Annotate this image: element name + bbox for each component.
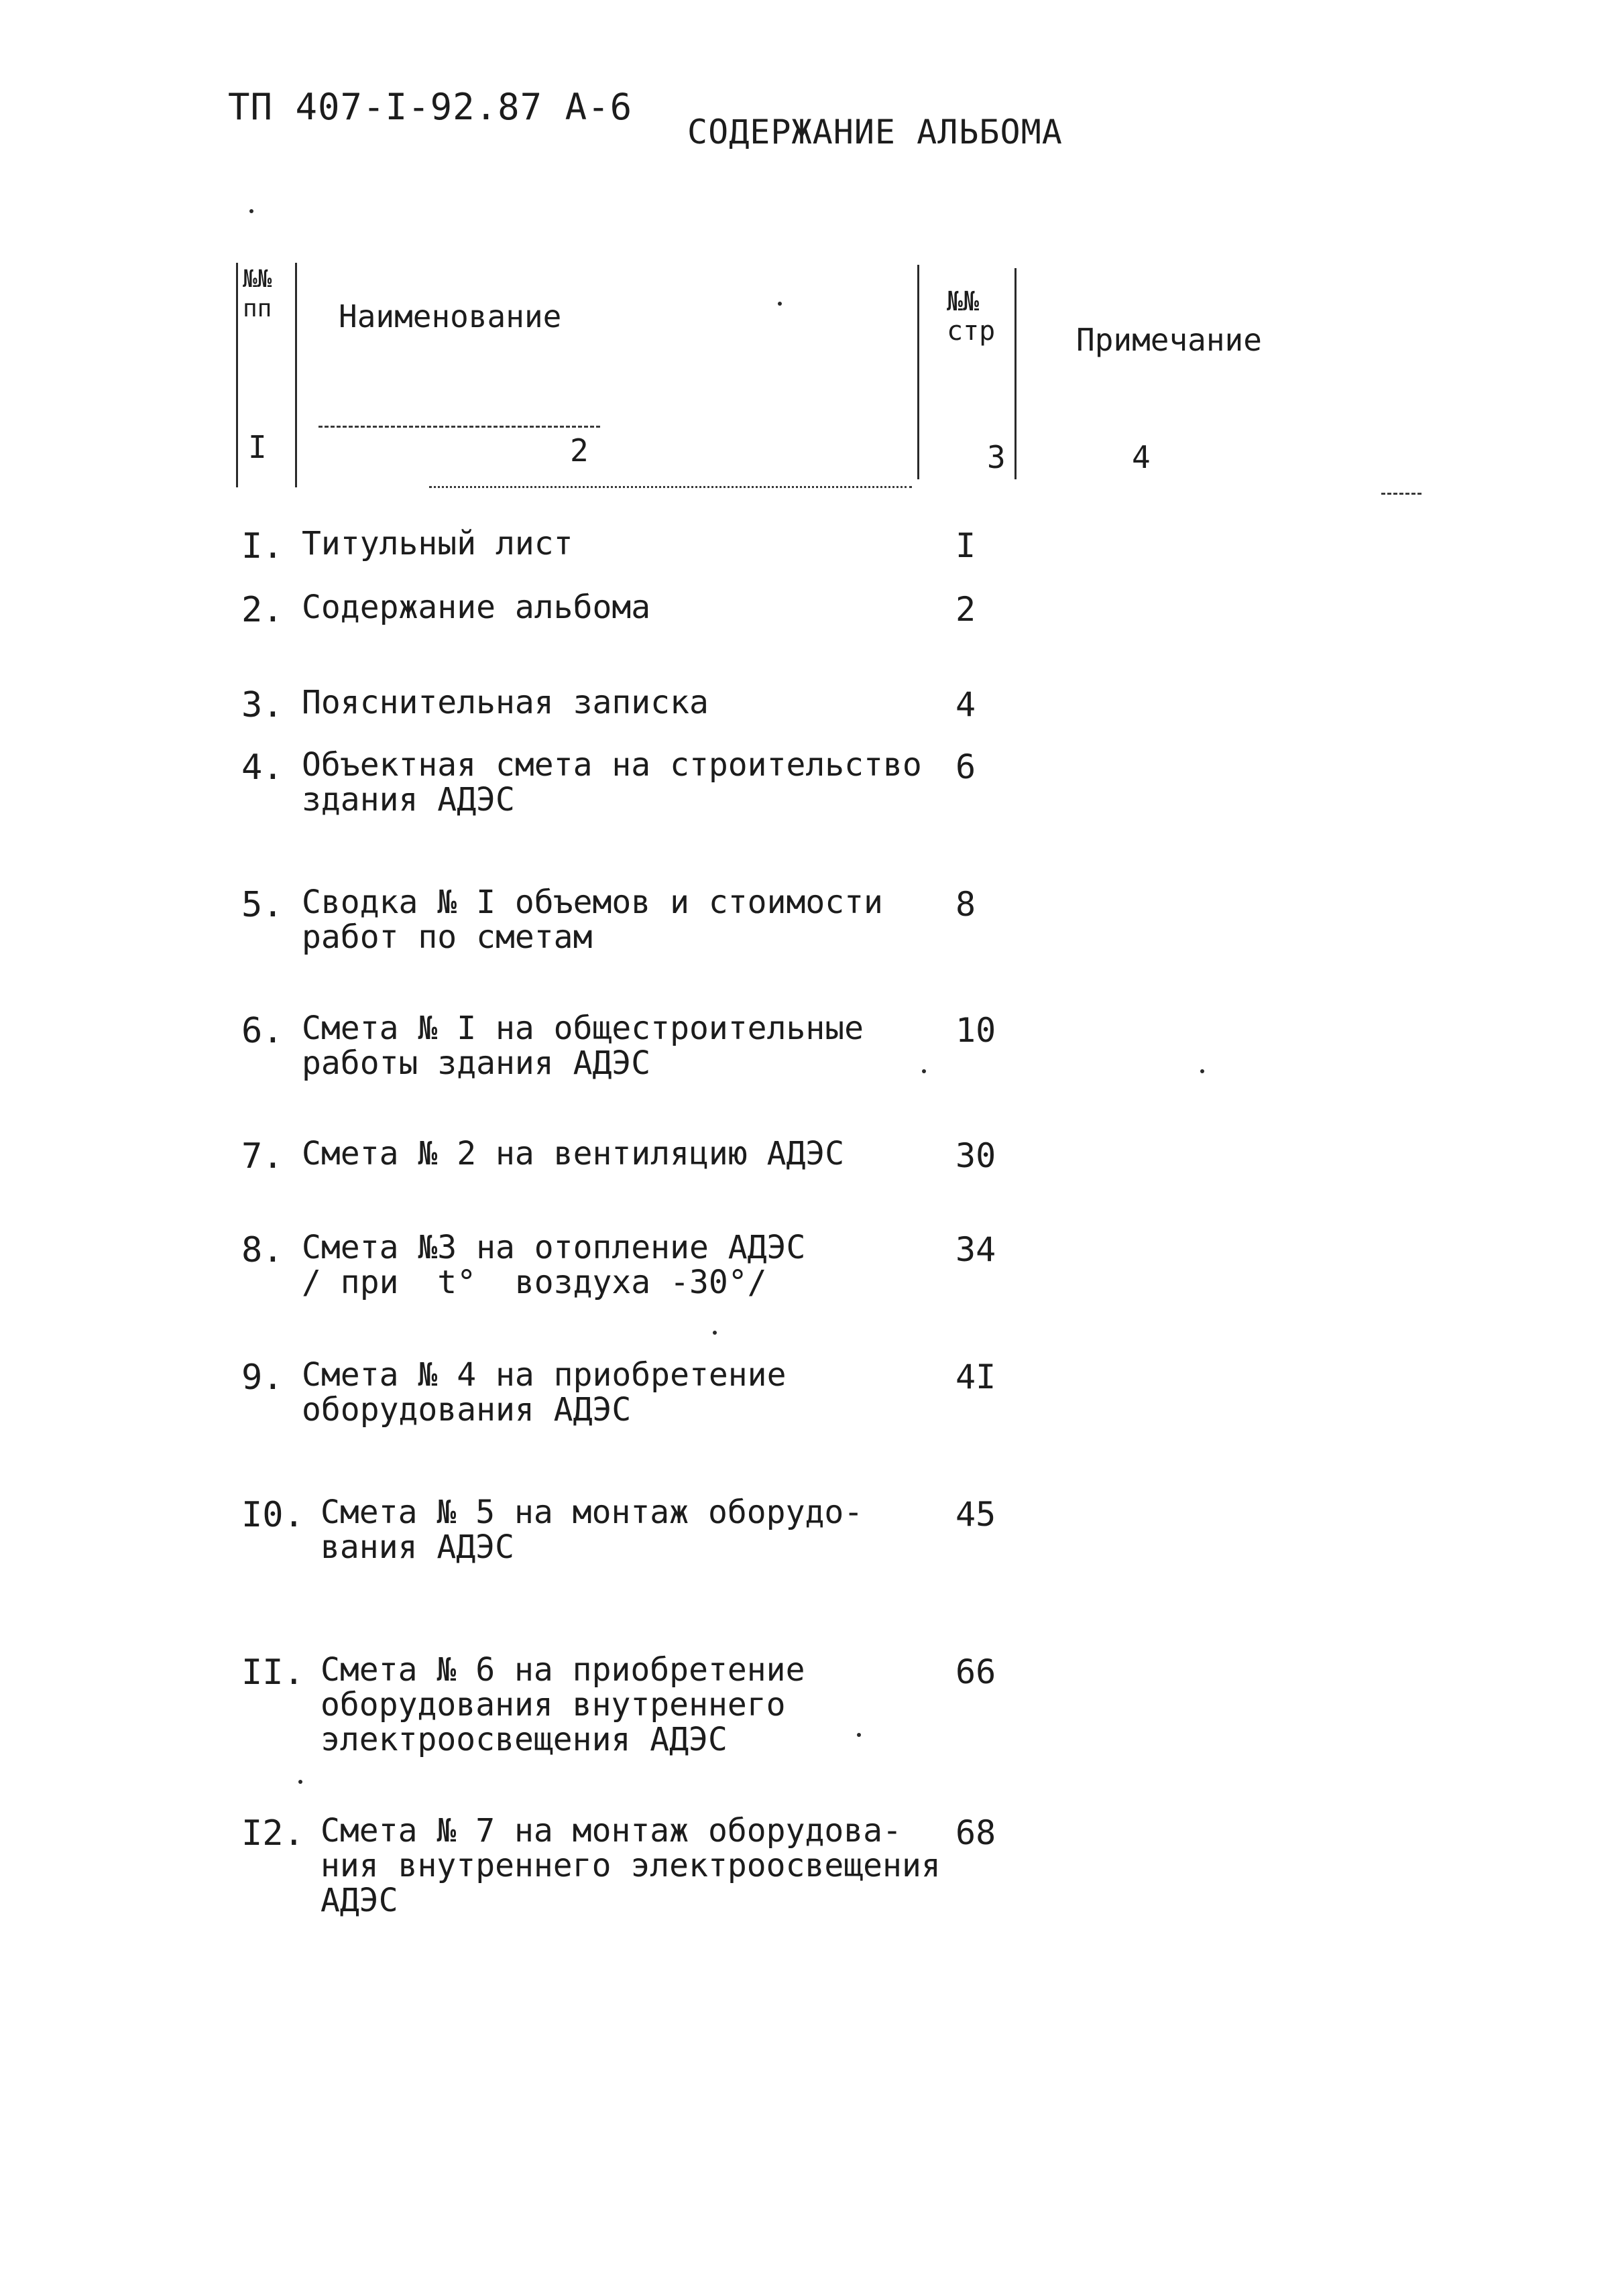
header-page-label: №№ стр [947,286,996,347]
table-border-col3 [1014,268,1017,479]
scan-speck [713,1331,717,1335]
item-number: 3. [241,685,284,725]
item-name: Объектная смета на строительство здания АДЭС [302,746,922,819]
item-page: 66 [955,1652,996,1691]
header-divider [318,426,600,428]
item-page: 68 [955,1813,996,1852]
margin-mark [1381,493,1422,495]
item-number: 2. [241,590,284,630]
list-item [241,1357,1448,1492]
column-number-4: 4 [1132,439,1151,475]
list-item [241,1495,1448,1629]
item-name: Содержание альбома [302,589,651,626]
list-item [241,885,1448,1019]
item-page: 8 [955,885,976,924]
column-number-3: 3 [987,439,1006,475]
table-border-left [236,263,238,487]
item-number: I2. [241,1813,304,1854]
scan-speck [857,1733,861,1737]
item-page: 6 [955,747,976,786]
document-title: СОДЕРЖАНИЕ АЛЬБОМА [687,113,1063,152]
item-name: Смета № I на общестроительные работы здания АДЭС [302,1010,864,1082]
item-page: 2 [955,590,976,629]
table-border-col2 [917,265,919,479]
scan-speck [298,1780,302,1784]
item-number: II. [241,1652,304,1693]
header-note-label: Примечание [1076,322,1262,358]
header-number-label: №№ пп [243,265,272,322]
item-page: 4I [955,1357,996,1396]
item-number: 4. [241,747,284,788]
list-item [241,747,1448,882]
table-border-col1 [295,263,297,487]
scan-speck [249,209,253,213]
header-name-label: Наименование [339,298,562,335]
item-number: 5. [241,885,284,925]
item-number: 9. [241,1357,284,1398]
item-page: 10 [955,1011,996,1050]
item-page: 45 [955,1495,996,1534]
column-number-1: I [248,429,267,465]
item-number: I0. [241,1495,304,1535]
list-item [241,1652,1448,1787]
item-page: 4 [955,685,976,724]
item-name: Сводка № I объемов и стоимости работ по сметам [302,884,883,956]
list-item [241,1813,1448,1947]
item-name: Пояснительная записка [302,684,709,721]
item-page: 34 [955,1230,996,1269]
column-number-2: 2 [570,432,589,469]
list-item [241,1011,1448,1145]
item-number: 7. [241,1136,284,1176]
scan-speck [922,1069,926,1073]
item-page: 30 [955,1136,996,1175]
item-name: Смета № 6 на приобретение оборудования внутреннего электроосвещения АДЭС [321,1651,805,1758]
item-name: Смета № 5 на монтаж оборудо- вания АДЭС [321,1494,864,1566]
item-name: Смета № 2 на вентиляцию АДЭС [302,1135,845,1172]
item-name: Смета № 7 на монтаж оборудова- ния внутреннего электроосвещения АДЭС [321,1812,941,1919]
list-item [241,1230,1448,1364]
item-page: I [955,526,976,565]
item-name: Титульный лист [302,525,573,562]
item-number: 8. [241,1230,284,1270]
item-name: Смета №3 на отопление АДЭС / при t° воздуха -30°/ [302,1229,806,1301]
document-code: ТП 407-I-92.87 А-6 [228,86,633,128]
item-name: Смета № 4 на приобретение оборудования АДЭС [302,1356,787,1429]
scan-speck [778,302,782,306]
item-number: I. [241,526,284,566]
header-bottom-line [429,486,912,488]
scan-speck [1200,1069,1204,1073]
item-number: 6. [241,1011,284,1051]
